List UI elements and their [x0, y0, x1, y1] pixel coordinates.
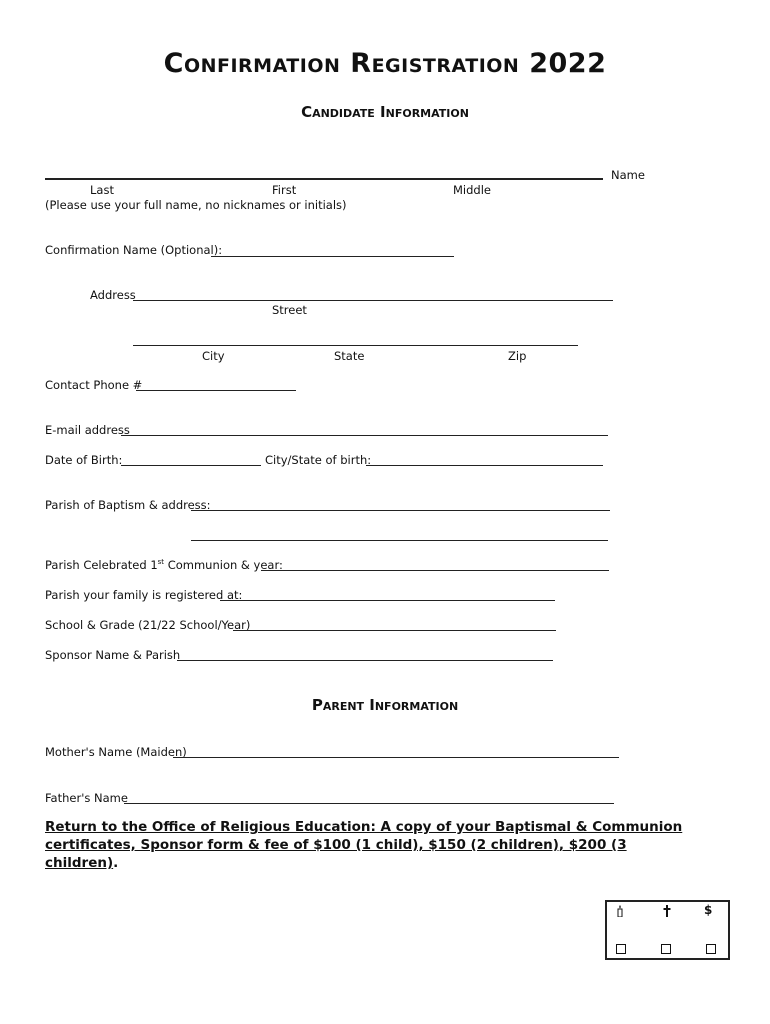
- father-name-label: Father's Name: [45, 791, 128, 805]
- street-label: Street: [272, 303, 307, 317]
- baptism-address-field[interactable]: [191, 540, 608, 541]
- city-label: City: [202, 349, 225, 363]
- email-label: E-mail address: [45, 423, 130, 437]
- baptism-field[interactable]: [191, 510, 610, 511]
- school-grade-label: School & Grade (21/22 School/Year): [45, 618, 251, 632]
- full-name-field[interactable]: [45, 178, 603, 180]
- father-name-field[interactable]: [124, 803, 614, 804]
- name-note: (Please use your full name, no nicknames or initials): [45, 198, 347, 212]
- mother-name-field[interactable]: [173, 757, 619, 758]
- city-state-zip-field[interactable]: [133, 345, 578, 346]
- confirmation-name-label: Confirmation Name (Optional):: [45, 243, 223, 257]
- office-use-box: [605, 900, 730, 960]
- state-label: State: [334, 349, 365, 363]
- confirmation-name-field[interactable]: [211, 256, 454, 257]
- address-label: Address: [90, 288, 136, 302]
- school-grade-field[interactable]: [233, 630, 556, 631]
- birthplace-field[interactable]: [366, 465, 603, 466]
- zip-label: Zip: [508, 349, 527, 363]
- form-title: Confirmation Registration 2022: [163, 48, 607, 79]
- last-label: Last: [90, 183, 114, 197]
- registered-parish-label: Parish your family is registered at:: [45, 588, 243, 602]
- fee-checkbox[interactable]: [706, 944, 716, 954]
- cross-icon: [663, 905, 671, 920]
- dob-field[interactable]: [121, 465, 261, 466]
- name-label: Name: [611, 168, 645, 182]
- parent-section-heading: Parent Information: [311, 696, 459, 714]
- dob-label: Date of Birth:: [45, 453, 123, 467]
- middle-label: Middle: [453, 183, 491, 197]
- communion-field[interactable]: [261, 570, 609, 571]
- sponsor-label: Sponsor Name & Parish: [45, 648, 181, 662]
- birthplace-label: City/State of birth:: [265, 453, 372, 467]
- street-field[interactable]: [133, 300, 613, 301]
- cross-checkbox[interactable]: [661, 944, 671, 954]
- candle-checkbox[interactable]: [616, 944, 626, 954]
- first-label: First: [272, 183, 297, 197]
- registered-parish-field[interactable]: [220, 600, 555, 601]
- communion-label: Parish Celebrated 1st Communion & year:: [45, 558, 283, 572]
- candidate-section-heading: Candidate Information: [301, 103, 469, 121]
- phone-label: Contact Phone #: [45, 378, 143, 392]
- candle-icon: [616, 905, 624, 920]
- dollar-icon: $: [704, 903, 713, 917]
- email-field[interactable]: [121, 435, 608, 436]
- sponsor-field[interactable]: [177, 660, 553, 661]
- mother-name-label: Mother's Name (Maiden): [45, 745, 187, 759]
- baptism-label: Parish of Baptism & address:: [45, 498, 211, 512]
- return-instructions: Return to the Office of Religious Education: A copy of your Baptismal & Communion certificates, Sponsor form & fee of $100 (1 child), $150 (2 children), $200 (3 children).: [45, 819, 683, 871]
- phone-field[interactable]: [136, 390, 296, 391]
